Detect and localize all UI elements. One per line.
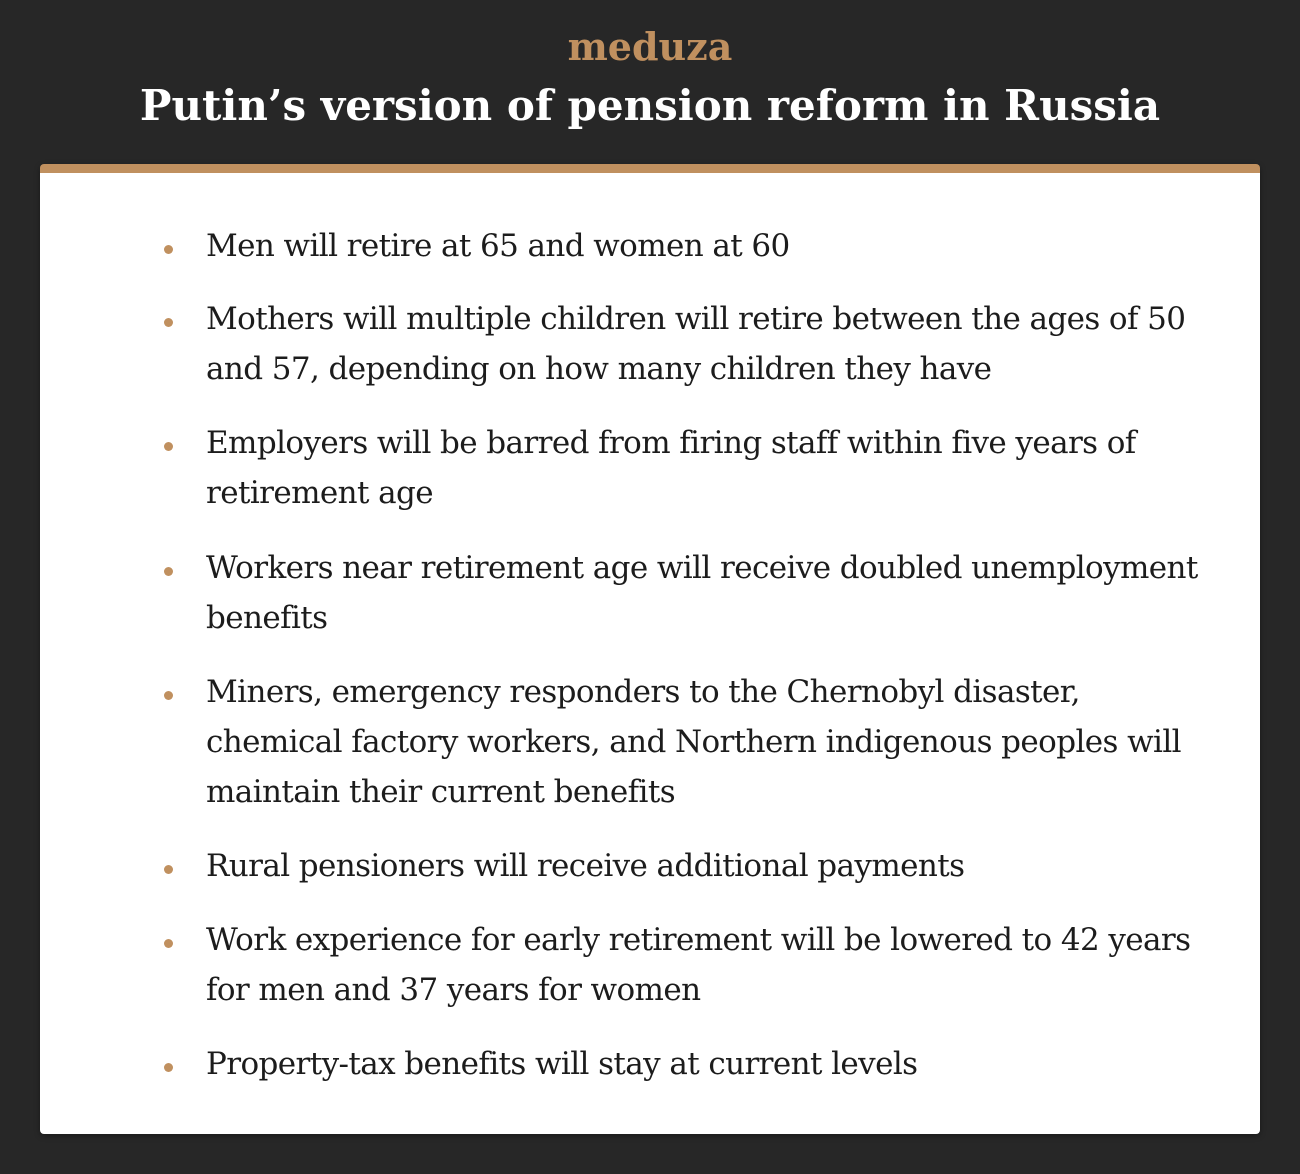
bullet-icon [164,939,173,948]
bullet-icon [164,245,173,254]
bullet-icon [164,442,173,451]
list-item-text: Miners, emergency responders to the Chernobyl disaster, chemical factory workers, and Northern indigenous peoples will maintain their current benefits [206,674,1181,810]
bullet-icon [164,567,173,576]
list-item-text: Work experience for early retirement will be lowered to 42 years for men and 37 years for women [206,922,1191,1008]
page-title: Putin’s version of pension reform in Russia [139,81,1161,130]
list-item-text: Property-tax benefits will stay at current levels [206,1046,918,1082]
list-item-text: Employers will be barred from firing staff within five years of retirement age [206,425,1136,511]
bullet-icon [164,318,173,327]
brand-name: meduza [567,24,733,69]
list-item-text: Men will retire at 65 and women at 60 [206,228,790,264]
list-item-text: Workers near retirement age will receive doubled unemployment benefits [206,550,1198,636]
bullet-icon [164,691,173,700]
bullet-icon [164,1063,173,1072]
list-item-text: Mothers will multiple children will retire between the ages of 50 and 57, depending on how many children they have [206,301,1186,387]
content-card [40,164,1260,1134]
meduza-logo [0,22,1300,72]
list-item-text: Rural pensioners will receive additional payments [206,848,965,884]
bullet-icon [164,865,173,874]
